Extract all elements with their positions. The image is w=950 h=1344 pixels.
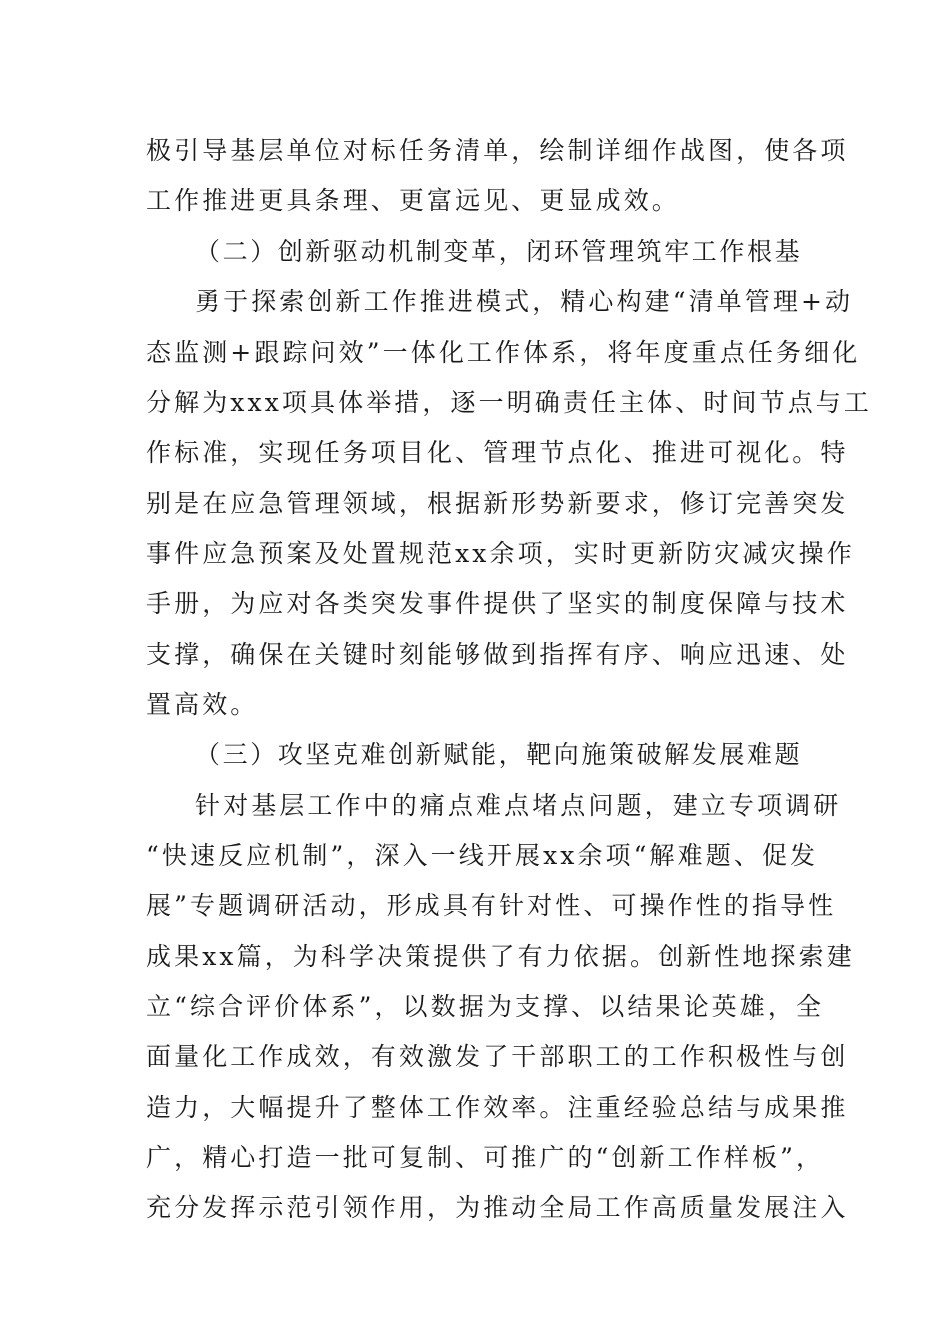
paragraph-line: 广，精心打造一批可复制、可推广的“创新工作样板”， bbox=[146, 1143, 825, 1172]
section-heading: （二）创新驱动机制变革，闭环管理筑牢工作根基 bbox=[195, 237, 803, 266]
paragraph-line: 展”专题调研活动，形成具有针对性、可操作性的指导性 bbox=[146, 891, 837, 920]
paragraph-line: 勇于探索创新工作推进模式，精心构建“清单管理+动 bbox=[195, 287, 854, 316]
paragraph-line: 置高效。 bbox=[146, 690, 259, 719]
paragraph-line: 事件应急预案及处置规范xx余项，实时更新防灾减灾操作 bbox=[146, 539, 855, 568]
paragraph-line: 造力，大幅提升了整体工作效率。注重经验总结与成果推 bbox=[146, 1093, 849, 1122]
paragraph-line: 成果xx篇，为科学决策提供了有力依据。创新性地探索建 bbox=[146, 942, 855, 971]
paragraph-line: 立“综合评价体系”，以数据为支撑、以结果论英雄，全 bbox=[146, 992, 825, 1021]
paragraph-line: 别是在应急管理领域，根据新形势新要求，修订完善突发 bbox=[146, 489, 849, 518]
paragraph-line: 极引导基层单位对标任务清单，绘制详细作战图，使各项 bbox=[146, 136, 849, 165]
paragraph-line: 作标准，实现任务项目化、管理节点化、推进可视化。特 bbox=[146, 438, 849, 467]
paragraph-line: 面量化工作成效，有效激发了干部职工的工作积极性与创 bbox=[146, 1042, 849, 1071]
paragraph-line: 手册，为应对各类突发事件提供了坚实的制度保障与技术 bbox=[146, 589, 849, 618]
paragraph-line: 针对基层工作中的痛点难点堵点问题，建立专项调研 bbox=[195, 791, 842, 820]
paragraph-line: 分解为xxx项具体举措，逐一明确责任主体、时间节点与工 bbox=[146, 388, 872, 417]
paragraph-line: 工作推进更具条理、更富远见、更显成效。 bbox=[146, 186, 680, 215]
paragraph-line: 充分发挥示范引领作用，为推动全局工作高质量发展注入 bbox=[146, 1193, 849, 1222]
section-heading: （三）攻坚克难创新赋能，靶向施策破解发展难题 bbox=[195, 740, 803, 769]
paragraph-line: 态监测+跟踪问效”一体化工作体系，将年度重点任务细化 bbox=[146, 338, 861, 367]
paragraph-line: “快速反应机制”，深入一线开展xx余项“解难题、促发 bbox=[146, 841, 819, 870]
paragraph-line: 支撑，确保在关键时刻能够做到指挥有序、响应迅速、处 bbox=[146, 640, 849, 669]
